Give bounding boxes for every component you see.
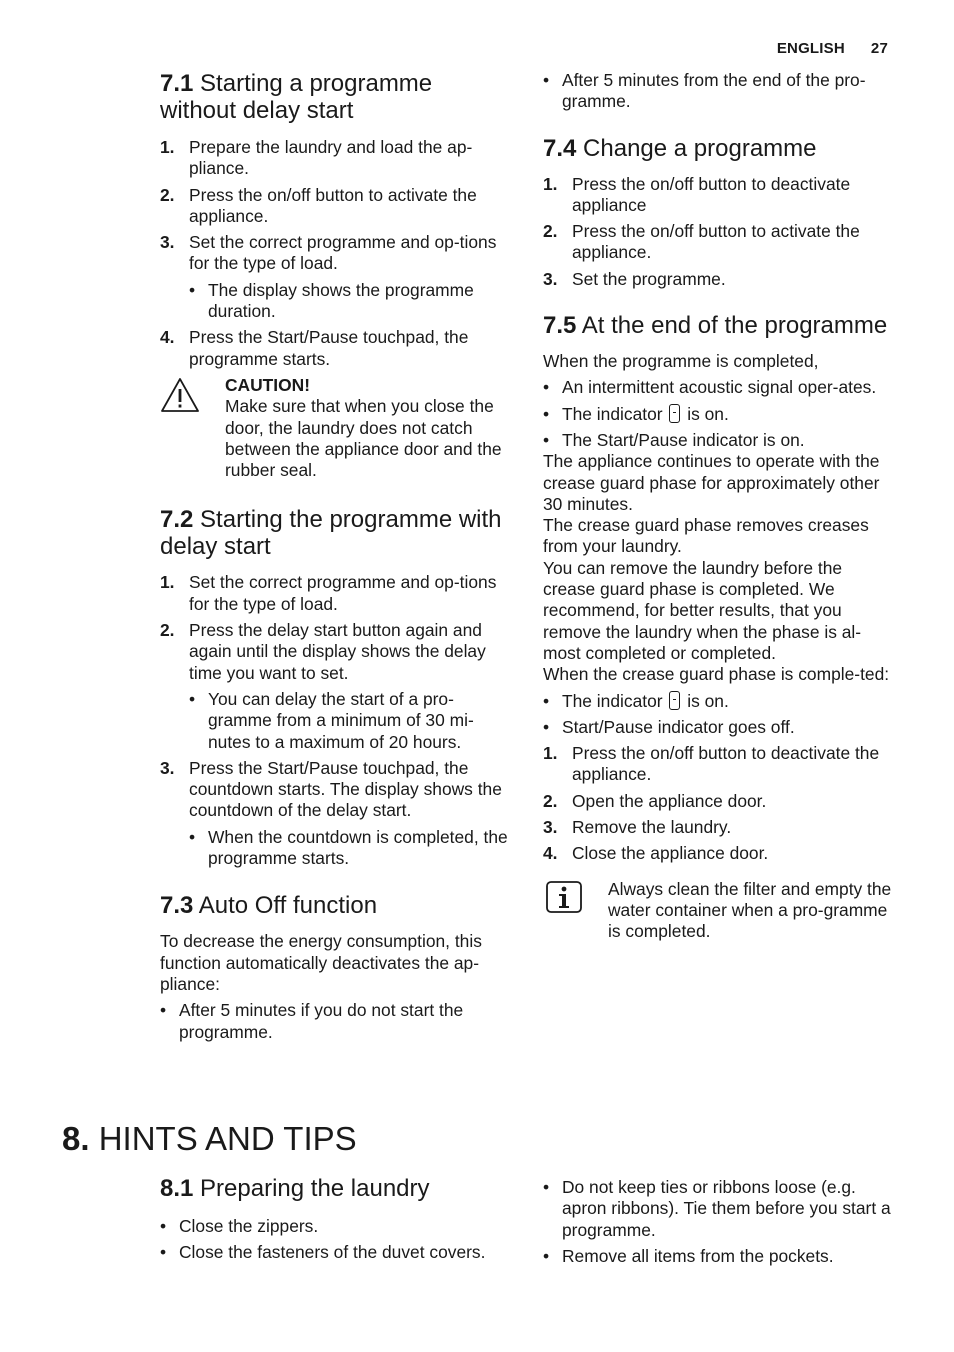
- paragraph: The appliance continues to operate with the crease guard phase for approximately other 30 minutes.: [543, 451, 880, 514]
- section-7-3-intro: To decrease the energy consumption, this function automatically deactivates the ap-pliance:: [160, 931, 482, 994]
- list-item: 3. Remove the laundry.: [543, 817, 732, 838]
- info-icon: [546, 881, 582, 913]
- list-item: 1. Press the on/off button to deactivate the appliance.: [543, 743, 880, 785]
- list-item: • Close the fasteners of the duvet covers.: [160, 1242, 512, 1263]
- list-item: • Do not keep ties or ribbons loose (e.g. apron ribbons). Tie them before you start a programme.: [543, 1177, 895, 1241]
- info-note: [543, 879, 895, 943]
- section-7-3-heading: 7.3 Auto Off function: [160, 892, 378, 920]
- warning-triangle-icon: [160, 377, 200, 413]
- list-item: 2. Press the delay start button again and again until the display shows the delay time you want to set.: [160, 620, 486, 683]
- list-item: • After 5 minutes from the end of the pro-gramme.: [543, 70, 895, 113]
- section-7-5-intro: When the programme is completed,: [543, 351, 819, 372]
- list-item: • You can delay the start of a pro-gramme from a minimum of 30 mi-nutes to a maximum of 20 hours.: [189, 689, 512, 753]
- chapter-8-heading: 8. HINTS AND TIPS: [62, 1120, 357, 1157]
- section-7-5-steps: [543, 743, 895, 864]
- list-item: 2. Open the appliance door.: [543, 790, 767, 811]
- section-7-3-bullets: [160, 1000, 512, 1043]
- chapter-8-left: [160, 1175, 512, 1269]
- list-item: 4. Close the appliance door.: [543, 843, 769, 864]
- paragraph: The crease guard phase removes creases from your laundry.: [543, 515, 869, 557]
- list-item: • The display shows the programme duration.: [189, 280, 512, 323]
- list-item: • Close the zippers.: [160, 1216, 512, 1237]
- caution-text: Make sure that when you close the door, the laundry does not catch between the appliance door and the rubber seal.: [225, 396, 502, 481]
- list-item: • An intermittent acoustic signal oper-ates.: [543, 377, 895, 398]
- list-item: • The indicator is on.: [543, 404, 895, 425]
- section-8-1-heading: 8.1 Preparing the laundry: [160, 1175, 430, 1202]
- section-7-3-bullets-cont: [543, 70, 895, 113]
- list-item: 2. Press the on/off button to activate the appliance.: [543, 221, 860, 263]
- list-item: • After 5 minutes if you do not start the programme.: [160, 1000, 512, 1043]
- step-2-notes: [160, 689, 512, 753]
- list-item: • Remove all items from the pockets.: [543, 1246, 895, 1267]
- door-indicator-icon: [669, 691, 680, 710]
- info-text: Always clean the filter and empty the water container when a pro-gramme is completed.: [608, 878, 892, 942]
- right-column: [543, 70, 895, 943]
- paragraph: You can remove the laundry before the crease guard phase is completed. We recommend, for better results, that you remove the laundry when the phase is al-most completed or completed.: [543, 557, 862, 663]
- section-7-1-steps-cont: [160, 327, 512, 370]
- page-header: [751, 40, 888, 57]
- list-item: • The indicator is on.: [543, 691, 895, 712]
- section-7-2-heading: 7.2 Starting the programme with delay start: [160, 506, 502, 561]
- list-item: • When the countdown is completed, the programme starts.: [189, 827, 512, 870]
- step-3-notes: [160, 827, 512, 870]
- completion-bullets: [543, 377, 895, 451]
- list-item: 3. Press the Start/Pause touchpad, the countdown starts. The display shows the countdown of the delay start.: [160, 757, 502, 821]
- list-item: 1. Prepare the laundry and load the ap-pliance.: [160, 137, 473, 179]
- chapter-8-right: [543, 1177, 895, 1272]
- list-item: • The Start/Pause indicator is on.: [543, 430, 895, 451]
- crease-guard-bullets: [543, 691, 895, 739]
- list-item: 4. Press the Start/Pause touchpad, the programme starts.: [160, 327, 469, 369]
- section-7-1-steps: [160, 137, 512, 275]
- caution-box: [160, 375, 512, 481]
- list-item: 1. Set the correct programme and op-tions for the type of load.: [160, 572, 497, 614]
- list-item: 3. Set the programme.: [543, 268, 726, 289]
- section-8-1-bullets-cont: [543, 1177, 895, 1267]
- page-number: 27: [870, 40, 888, 57]
- list-item: 1. Press the on/off button to deactivate appliance: [543, 173, 851, 215]
- paragraph: When the crease guard phase is comple-ted:: [543, 664, 890, 685]
- door-indicator-icon: [669, 404, 680, 423]
- list-item: • Start/Pause indicator goes off.: [543, 717, 895, 738]
- left-column: [160, 70, 512, 1048]
- section-8-1-bullets: [160, 1216, 512, 1264]
- section-7-4-steps: [543, 174, 895, 290]
- language-label: ENGLISH: [776, 40, 845, 57]
- list-item: 2. Press the on/off button to activate the appliance.: [160, 184, 477, 226]
- section-7-5-heading: 7.5 At the end of the programme: [543, 312, 888, 340]
- section-7-2-steps: [160, 572, 512, 683]
- list-item: 3. Set the correct programme and op-tions for the type of load.: [160, 232, 497, 274]
- section-7-1-heading: 7.1 Starting a programme without delay start: [160, 70, 433, 124]
- step-3-notes: [160, 280, 512, 323]
- section-7-4-heading: 7.4 Change a programme: [543, 134, 817, 162]
- caution-title: CAUTION!: [225, 374, 311, 395]
- section-7-2-steps-cont: [160, 758, 512, 822]
